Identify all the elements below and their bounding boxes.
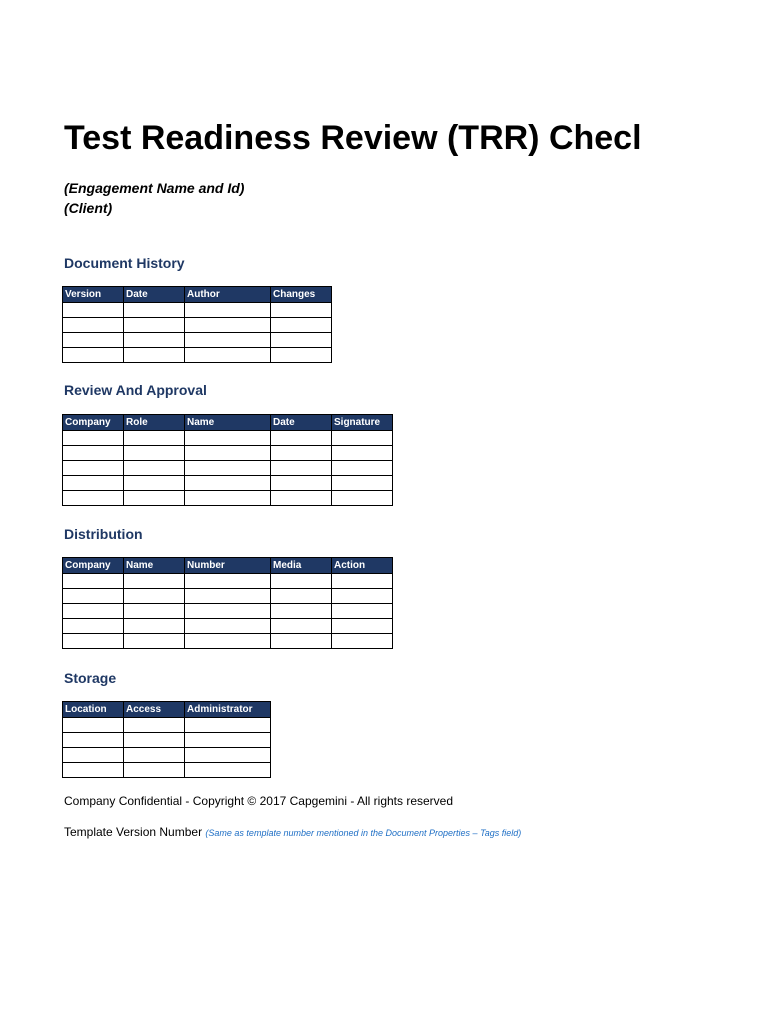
table-cell <box>124 574 185 589</box>
table-cell <box>185 574 271 589</box>
table-cell <box>63 748 124 763</box>
column-header: Location <box>63 702 124 718</box>
table-header-row <box>63 287 332 303</box>
table-cell <box>63 718 124 733</box>
table-cell <box>271 431 332 446</box>
table-cell <box>185 431 271 446</box>
table-cell <box>124 604 185 619</box>
table-cell <box>271 491 332 506</box>
table-cell <box>185 461 271 476</box>
document-history-table <box>62 286 332 363</box>
column-header: Media <box>271 558 332 574</box>
table-row <box>63 763 271 778</box>
table-cell <box>332 446 393 461</box>
table-cell <box>124 763 185 778</box>
table-cell <box>63 333 124 348</box>
column-header: Date <box>124 287 185 303</box>
table-cell <box>63 619 124 634</box>
document-history-heading: Document History <box>64 255 185 271</box>
table-cell <box>124 318 185 333</box>
table-cell <box>124 461 185 476</box>
table-cell <box>185 748 271 763</box>
table-cell <box>271 634 332 649</box>
table-cell <box>185 604 271 619</box>
table-cell <box>332 431 393 446</box>
table-row <box>63 574 393 589</box>
table-header-row <box>63 415 393 431</box>
table-cell <box>332 634 393 649</box>
column-header: Version <box>63 287 124 303</box>
table-cell <box>124 748 185 763</box>
table-cell <box>185 619 271 634</box>
table-cell <box>185 733 271 748</box>
table-row <box>63 303 332 318</box>
table-cell <box>271 446 332 461</box>
table-cell <box>124 619 185 634</box>
table-cell <box>124 348 185 363</box>
table-cell <box>332 619 393 634</box>
client-label: (Client) <box>64 200 113 216</box>
column-header: Action <box>332 558 393 574</box>
table-cell <box>271 303 332 318</box>
table-cell <box>63 589 124 604</box>
table-cell <box>63 763 124 778</box>
table-cell <box>185 491 271 506</box>
column-header: Name <box>124 558 185 574</box>
table-row <box>63 348 332 363</box>
table-cell <box>332 491 393 506</box>
table-cell <box>332 589 393 604</box>
table-cell <box>124 476 185 491</box>
copyright-notice: Company Confidential - Copyright © 2017 Capgemini - All rights reserved <box>64 794 454 808</box>
table-row <box>63 491 393 506</box>
storage-table <box>62 701 271 778</box>
table-row <box>63 619 393 634</box>
table-cell <box>271 333 332 348</box>
column-header: Role <box>124 415 185 431</box>
table-header-row <box>63 702 271 718</box>
table-row <box>63 634 393 649</box>
table-cell <box>332 574 393 589</box>
distribution-heading: Distribution <box>64 526 143 542</box>
table-cell <box>124 333 185 348</box>
table-cell <box>63 318 124 333</box>
table-cell <box>63 574 124 589</box>
template-version-label: Template Version Number <box>64 825 203 839</box>
engagement-label: (Engagement Name and Id) <box>64 180 245 196</box>
review-approval-heading: Review And Approval <box>64 382 207 398</box>
table-cell <box>271 574 332 589</box>
table-cell <box>63 604 124 619</box>
template-version-line <box>64 824 521 841</box>
table-cell <box>124 634 185 649</box>
table-row <box>63 748 271 763</box>
table-cell <box>124 431 185 446</box>
table-cell <box>185 303 271 318</box>
table-row <box>63 461 393 476</box>
table-row <box>63 431 393 446</box>
table-cell <box>185 589 271 604</box>
table-cell <box>63 733 124 748</box>
table-cell <box>271 619 332 634</box>
table-cell <box>185 333 271 348</box>
column-header: Author <box>185 287 271 303</box>
table-row <box>63 333 332 348</box>
column-header: Company <box>63 558 124 574</box>
table-cell <box>63 348 124 363</box>
table-cell <box>271 476 332 491</box>
table-cell <box>332 461 393 476</box>
column-header: Number <box>185 558 271 574</box>
column-header: Access <box>124 702 185 718</box>
distribution-table <box>62 557 393 649</box>
table-cell <box>271 461 332 476</box>
table-cell <box>271 604 332 619</box>
column-header: Signature <box>332 415 393 431</box>
table-cell <box>124 718 185 733</box>
table-cell <box>332 604 393 619</box>
table-cell <box>124 491 185 506</box>
table-cell <box>63 446 124 461</box>
column-header: Company <box>63 415 124 431</box>
column-header: Date <box>271 415 332 431</box>
table-cell <box>63 476 124 491</box>
table-cell <box>271 589 332 604</box>
table-cell <box>63 303 124 318</box>
table-cell <box>271 318 332 333</box>
table-cell <box>124 303 185 318</box>
table-cell <box>63 461 124 476</box>
table-cell <box>124 446 185 461</box>
table-row <box>63 446 393 461</box>
table-cell <box>185 763 271 778</box>
page-title: Test Readiness Review (TRR) Checl <box>64 119 642 157</box>
table-cell <box>185 634 271 649</box>
table-cell <box>185 476 271 491</box>
column-header: Administrator <box>185 702 271 718</box>
table-cell <box>63 491 124 506</box>
column-header: Name <box>185 415 271 431</box>
table-cell <box>185 348 271 363</box>
review-approval-table <box>62 414 393 506</box>
table-cell <box>63 431 124 446</box>
table-cell <box>185 718 271 733</box>
column-header: Changes <box>271 287 332 303</box>
table-cell <box>271 348 332 363</box>
template-version-note: (Same as template number mentioned in the Document Properties – Tags field) <box>205 828 522 838</box>
table-cell <box>124 589 185 604</box>
table-row <box>63 733 271 748</box>
table-row <box>63 604 393 619</box>
table-cell <box>63 634 124 649</box>
table-row <box>63 589 393 604</box>
table-cell <box>185 318 271 333</box>
storage-heading: Storage <box>64 670 117 686</box>
table-header-row <box>63 558 393 574</box>
table-row <box>63 318 332 333</box>
table-row <box>63 718 271 733</box>
table-cell <box>124 733 185 748</box>
table-cell <box>332 476 393 491</box>
table-row <box>63 476 393 491</box>
table-cell <box>185 446 271 461</box>
